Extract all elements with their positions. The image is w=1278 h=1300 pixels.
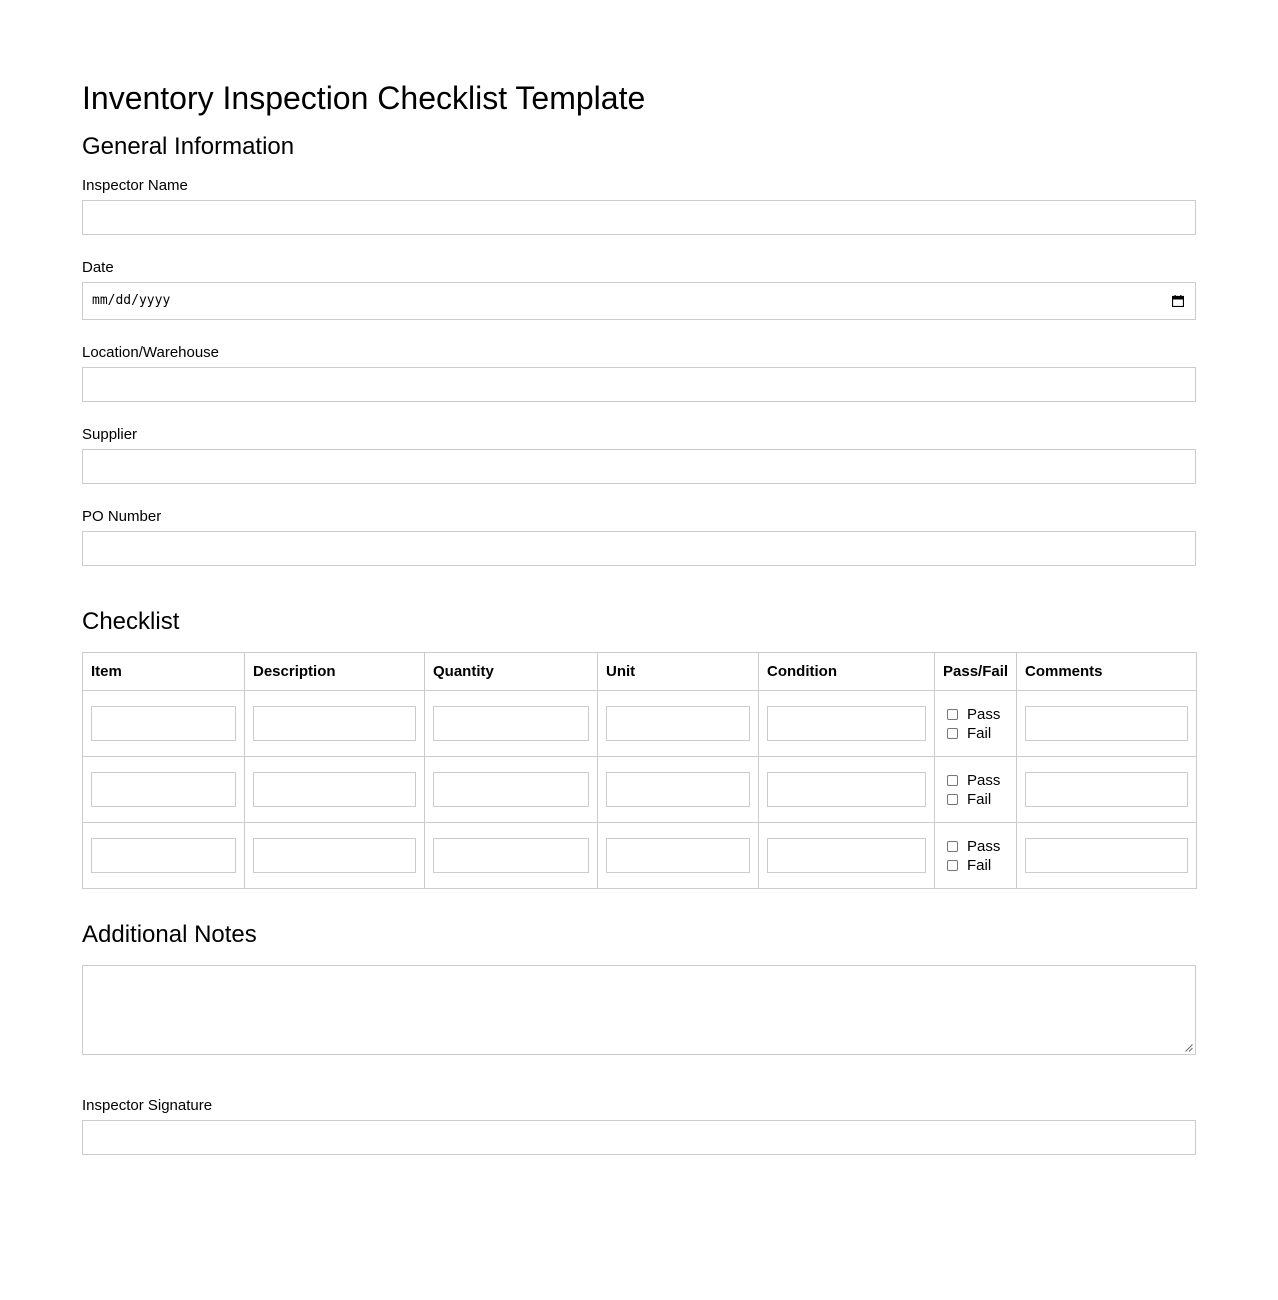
item-input[interactable] — [91, 772, 236, 807]
quantity-input[interactable] — [433, 772, 589, 807]
unit-input[interactable] — [606, 706, 750, 741]
description-input[interactable] — [253, 772, 416, 807]
quantity-input[interactable] — [433, 706, 589, 741]
description-input[interactable] — [253, 706, 416, 741]
resize-grip-icon[interactable] — [1185, 1044, 1193, 1052]
checklist-heading: Checklist — [82, 608, 180, 635]
unit-input[interactable] — [606, 772, 750, 807]
inspector-name-input[interactable] — [82, 200, 1196, 235]
column-header-item: Item — [83, 653, 245, 691]
pass-option[interactable] — [943, 705, 1008, 724]
general-information-heading: General Information — [82, 133, 295, 160]
additional-notes-heading: Additional Notes — [82, 921, 257, 948]
fail-option[interactable] — [943, 724, 1008, 743]
condition-input[interactable] — [767, 772, 926, 807]
checklist-table — [82, 652, 1197, 889]
date-placeholder: mm/dd/yyyy — [92, 293, 171, 308]
column-header-comments: Comments — [1017, 653, 1197, 691]
table-row — [83, 823, 1197, 889]
po-number-label: PO Number — [82, 508, 162, 525]
column-header-condition: Condition — [759, 653, 935, 691]
pass-label: Pass — [967, 771, 1001, 789]
description-input[interactable] — [253, 838, 416, 873]
location-warehouse-input[interactable] — [82, 367, 1196, 402]
supplier-label: Supplier — [82, 426, 138, 443]
fail-checkbox[interactable] — [947, 728, 958, 739]
condition-input[interactable] — [767, 706, 926, 741]
column-header-quantity: Quantity — [425, 653, 598, 691]
comments-input[interactable] — [1025, 706, 1188, 741]
fail-label: Fail — [967, 856, 992, 874]
page-title: Inventory Inspection Checklist Template — [82, 80, 646, 116]
fail-checkbox[interactable] — [947, 794, 958, 805]
comments-input[interactable] — [1025, 772, 1188, 807]
supplier-input[interactable] — [82, 449, 1196, 484]
item-input[interactable] — [91, 838, 236, 873]
comments-input[interactable] — [1025, 838, 1188, 873]
po-number-input[interactable] — [82, 531, 1196, 566]
fail-checkbox[interactable] — [947, 860, 958, 871]
quantity-input[interactable] — [433, 838, 589, 873]
column-header-unit: Unit — [598, 653, 759, 691]
pass-option[interactable] — [943, 771, 1008, 790]
column-header-description: Description — [245, 653, 425, 691]
pass-label: Pass — [967, 837, 1001, 855]
location-warehouse-label: Location/Warehouse — [82, 344, 220, 361]
inspector-name-label: Inspector Name — [82, 177, 188, 194]
pass-checkbox[interactable] — [947, 775, 958, 786]
fail-label: Fail — [967, 724, 992, 742]
condition-input[interactable] — [767, 838, 926, 873]
item-input[interactable] — [91, 706, 236, 741]
table-header-row — [83, 653, 1197, 691]
date-input[interactable] — [82, 282, 1196, 320]
inspector-signature-label: Inspector Signature — [82, 1097, 213, 1114]
pass-label: Pass — [967, 705, 1001, 723]
fail-option[interactable] — [943, 790, 1008, 809]
pass-option[interactable] — [943, 837, 1008, 856]
table-row — [83, 691, 1197, 757]
inspector-signature-input[interactable] — [82, 1120, 1196, 1155]
additional-notes-textarea[interactable] — [82, 965, 1196, 1055]
pass-checkbox[interactable] — [947, 841, 958, 852]
calendar-icon[interactable] — [1172, 295, 1184, 307]
unit-input[interactable] — [606, 838, 750, 873]
column-header-pass-fail: Pass/Fail — [935, 653, 1017, 691]
fail-label: Fail — [967, 790, 992, 808]
table-row — [83, 757, 1197, 823]
date-label: Date — [82, 259, 114, 276]
fail-option[interactable] — [943, 856, 1008, 875]
pass-checkbox[interactable] — [947, 709, 958, 720]
